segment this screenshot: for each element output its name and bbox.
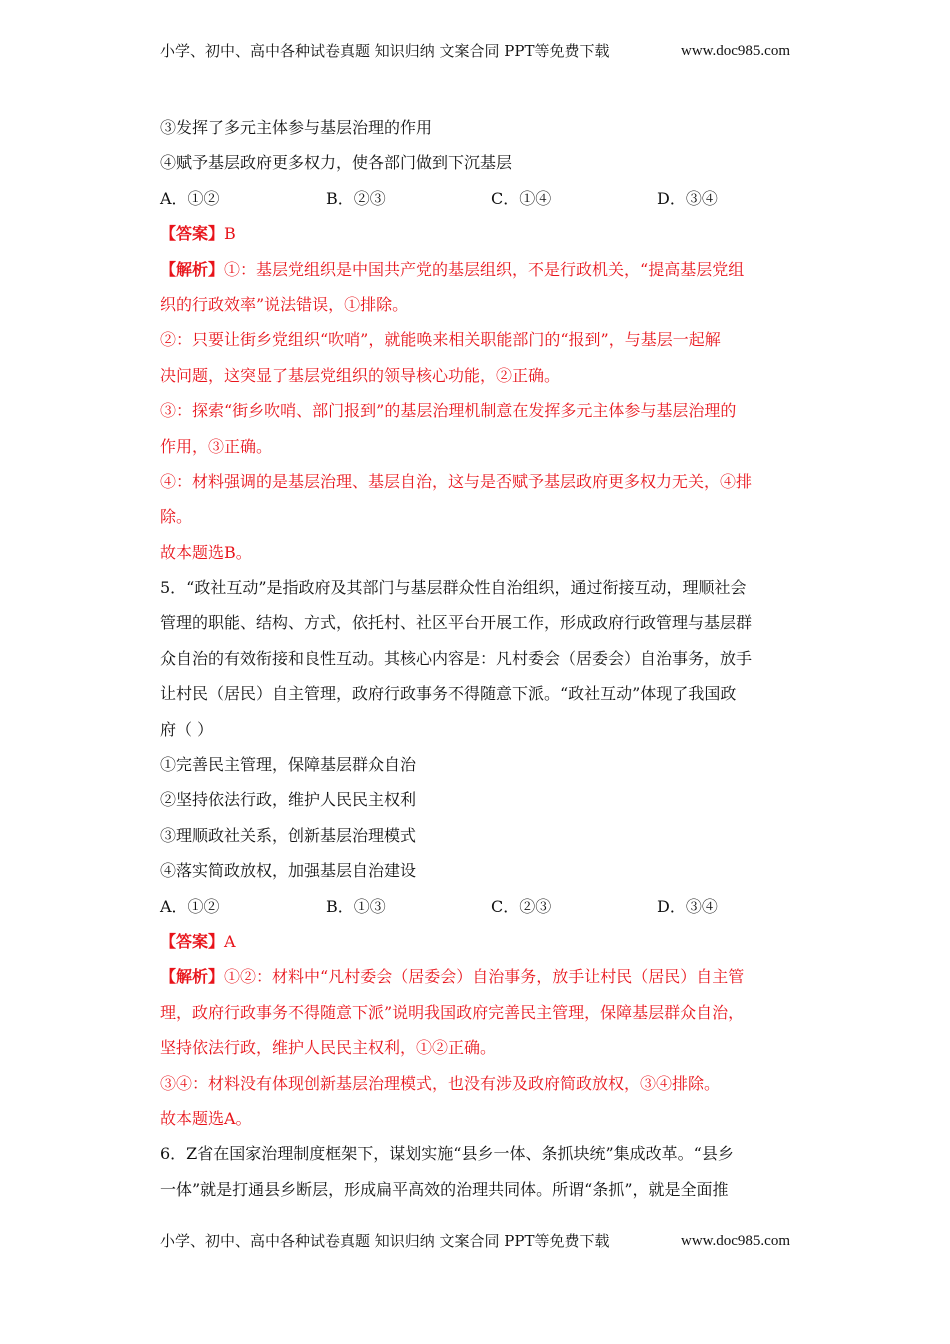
q4-answer — [160, 219, 790, 254]
q4-options — [160, 184, 790, 219]
q5-analysis-text: ①②：材料中“凡村委会（居委会）自治事务，放手让村民（居民）自主管 — [224, 967, 745, 987]
q5-option-b: B．①③ — [326, 896, 386, 916]
q4-analysis-line: 织的行政效率”说法错误，①排除。 — [160, 294, 409, 314]
q4-analysis-line: ②：只要让街乡党组织“吹哨”，就能唤来相关职能部门的“报到”，与基层一起解 — [160, 330, 721, 350]
q4-answer-tag: 【答案】 — [160, 224, 225, 244]
q5-option-a: A．①② — [160, 896, 220, 916]
page-footer — [160, 1230, 790, 1252]
q4-analysis-line: ④：材料强调的是基层治理、基层自治，这与是否赋予基层政府更多权力无关，④排 — [160, 471, 753, 491]
q4-item-4: ④赋予基层政府更多权力，使各部门做到下沉基层 — [160, 153, 513, 173]
q4-option-a: A．①② — [160, 188, 220, 208]
q4-answer-value: B — [224, 224, 236, 244]
q4-option-c: C．①④ — [491, 188, 552, 208]
q5-answer — [160, 927, 790, 962]
q5-stem-line: 让村民（居民）自主管理，政府行政事务不得随意下派。“政社互动”体现了我国政 — [160, 684, 737, 704]
q5-item-3: ③理顺政社关系，创新基层治理模式 — [160, 825, 417, 845]
q4-analysis-line: 作用，③正确。 — [160, 436, 273, 456]
q4-option-d: D．③④ — [657, 188, 718, 208]
q5-stem-line: 5．“政社互动”是指政府及其部门与基层群众性自治组织，通过衔接互动，理顺社会 — [160, 578, 747, 598]
q4-analysis-text: ①：基层党组织是中国共产党的基层组织，不是行政机关，“提高基层党组 — [224, 259, 745, 279]
q5-analysis-line — [160, 962, 790, 997]
q5-stem-line: 管理的职能、结构、方式，依托村、社区平台开展工作，形成政府行政管理与基层群 — [160, 613, 753, 633]
q4-analysis-tag: 【解析】 — [160, 259, 225, 279]
q6-stem-line: 6．Z省在国家治理制度框架下，谋划实施“县乡一体、条抓块统”集成改革。“县乡 — [160, 1144, 734, 1164]
q4-item-3: ③发挥了多元主体参与基层治理的作用 — [160, 118, 433, 137]
q5-item-1: ①完善民主管理，保障基层群众自治 — [160, 755, 417, 775]
header-left-text: 小学、初中、高中各种试卷真题 知识归纳 文案合同 PPT等免费下载 — [160, 42, 610, 60]
q5-item-4: ④落实简政放权，加强基层自治建设 — [160, 861, 417, 881]
q5-stem-line: 众自治的有效衔接和良性互动。其核心内容是：凡村委会（居委会）自治事务，放手 — [160, 648, 753, 668]
q4-conclusion: 故本题选B。 — [160, 542, 252, 562]
q4-analysis-line: 决问题，这突显了基层党组织的领导核心功能，②正确。 — [160, 365, 561, 385]
q4-analysis-line: ③：探索“街乡吹哨、部门报到”的基层治理机制意在发挥多元主体参与基层治理的 — [160, 401, 737, 421]
page-header — [160, 40, 790, 62]
q5-stem-line: 府（ ） — [160, 719, 214, 739]
q4-analysis-line — [160, 255, 790, 290]
footer-left-text: 小学、初中、高中各种试卷真题 知识归纳 文案合同 PPT等免费下载 — [160, 1232, 610, 1250]
q5-answer-value: A — [224, 931, 236, 951]
q4-option-b: B．②③ — [326, 188, 386, 208]
document-body — [160, 113, 790, 1210]
footer-website-link[interactable]: www.doc985.com — [680, 1233, 790, 1249]
q5-option-d: D．③④ — [657, 896, 718, 916]
q5-option-c: C．②③ — [491, 896, 552, 916]
q6-stem-line: 一体”就是打通县乡断层，形成扁平高效的治理共同体。所谓“条抓”，就是全面推 — [160, 1179, 729, 1199]
q4-analysis-line: 除。 — [160, 507, 193, 527]
q5-analysis-line: 理，政府行政事务不得随意下派”说明我国政府完善民主管理，保障基层群众自治， — [160, 1002, 745, 1022]
q5-conclusion: 故本题选A。 — [160, 1108, 252, 1128]
q5-item-2: ②坚持依法行政，维护人民民主权利 — [160, 790, 417, 810]
header-website-link[interactable]: www.doc985.com — [680, 43, 790, 59]
q5-analysis-line: 坚持依法行政，维护人民民主权利，①②正确。 — [160, 1038, 497, 1058]
q5-answer-tag: 【答案】 — [160, 931, 225, 951]
q5-analysis-line: ③④：材料没有体现创新基层治理模式，也没有涉及政府简政放权，③④排除。 — [160, 1073, 721, 1093]
q5-analysis-tag: 【解析】 — [160, 967, 225, 987]
q5-options — [160, 892, 790, 927]
